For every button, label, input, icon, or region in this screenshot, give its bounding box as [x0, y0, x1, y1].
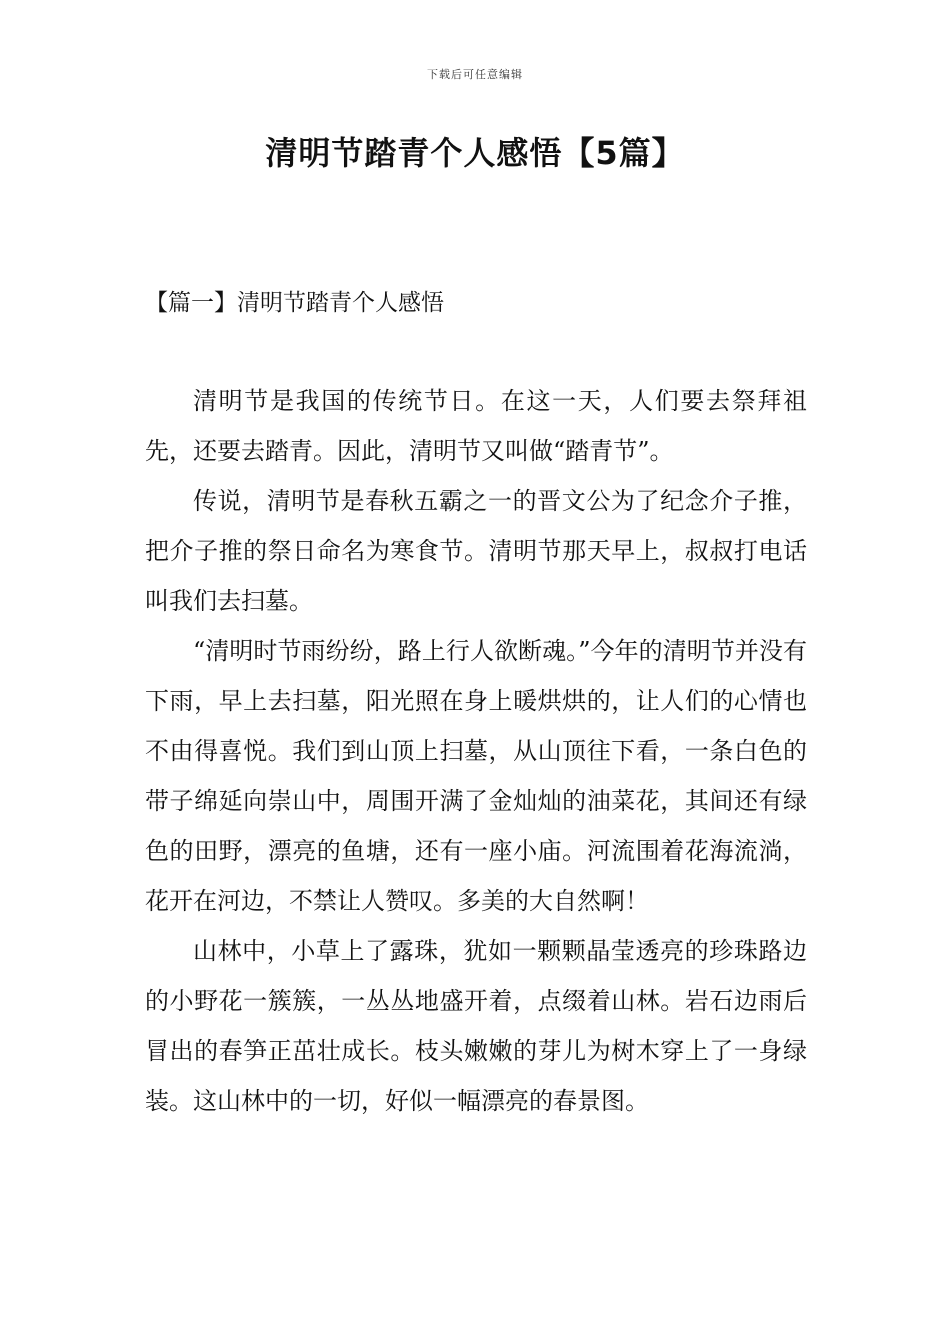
- body-text: [145, 376, 807, 1126]
- section-heading: 【篇一】清明节踏青个人感悟: [145, 290, 444, 316]
- paragraph-2: 传说，清明节是春秋五霸之一的晋文公为了纪念介子推，把介子推的祭日命名为寒食节。清明节那天早上，叔叔打电话叫我们去扫墓。: [145, 487, 807, 615]
- paragraph-4: 山林中，小草上了露珠，犹如一颗颗晶莹透亮的珍珠路边的小野花一簇簇，一丛丛地盛开着，点缀着山林。岩石边雨后冒出的春笋正茁壮成长。枝头嫩嫩的芽儿为树木穿上了一身绿装。这山林中的一切，好似一幅漂亮的春景图。: [145, 937, 807, 1115]
- paragraph-3: “清明时节雨纷纷，路上行人欲断魂。”今年的清明节并没有下雨，早上去扫墓，阳光照在身上暖烘烘的，让人们的心情也不由得喜悦。我们到山顶上扫墓，从山顶往下看，一条白色的带子绵延向崇山中，周围开满了金灿灿的油菜花，其间还有绿色的田野，漂亮的鱼塘，还有一座小庙。河流围着花海流淌，花开在河边，不禁让人赞叹。多美的大自然啊！: [145, 637, 807, 915]
- header-note: 下载后可任意编辑: [427, 68, 523, 81]
- document-title: 清明节踏青个人感悟【5篇】: [265, 134, 685, 172]
- paragraph-1: 清明节是我国的传统节日。在这一天，人们要去祭拜祖先，还要去踏青。因此，清明节又叫做“踏青节”。: [145, 387, 807, 465]
